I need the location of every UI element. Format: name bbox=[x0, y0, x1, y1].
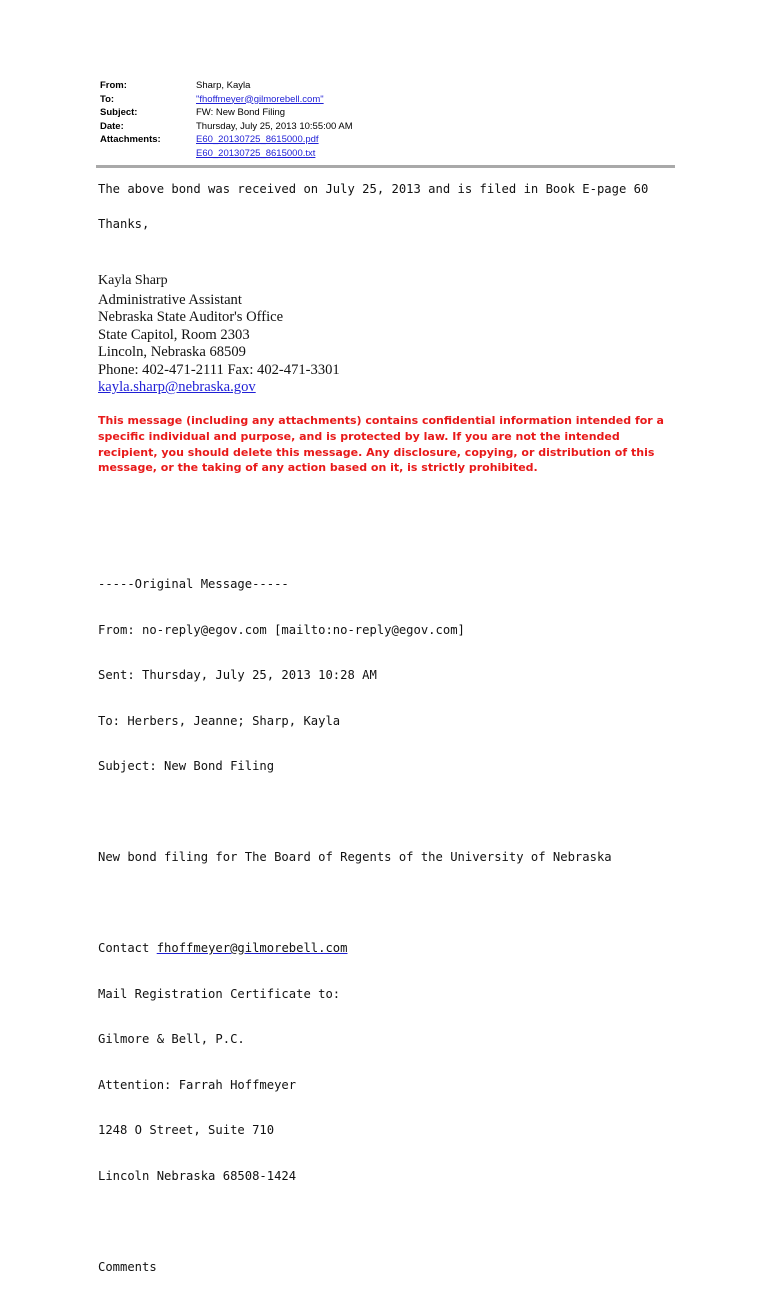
signature-email-link[interactable]: kayla.sharp@nebraska.gov bbox=[98, 379, 256, 396]
confidentiality-notice bbox=[98, 413, 670, 476]
confidentiality-line: This message (including any attachments) contains confidential information intended for a bbox=[98, 414, 664, 427]
date-label: Date: bbox=[100, 120, 124, 132]
mail-registration-line: Mail Registration Certificate to: bbox=[98, 986, 341, 1001]
confidentiality-line: recipient, you should delete this message. Any disclosure, copying, or distribution of this bbox=[98, 445, 655, 459]
subject-label: Subject: bbox=[100, 107, 138, 118]
attachment-link-pdf[interactable]: E60_20130725_8615000.pdf bbox=[196, 134, 319, 145]
original-separator: -----Original Message----- bbox=[98, 577, 289, 591]
signature-block bbox=[98, 292, 340, 396]
to-label: To: bbox=[100, 93, 115, 105]
date-value: Thursday, July 25, 2013 10:55:00 AM bbox=[196, 120, 353, 132]
blank-line bbox=[98, 804, 612, 822]
confidentiality-line: specific individual and purpose, and is protected by law. If you are not the intended bbox=[98, 429, 620, 443]
contact-email-link[interactable]: fhoffmeyer@gilmorebell.com bbox=[156, 941, 348, 955]
body-filing-line: The above bond was received on July 25, 2013 and is filed in Book E-page 60 bbox=[98, 182, 649, 196]
header-divider bbox=[96, 165, 675, 168]
confidentiality-line: message, or the taking of any action based on it, is strictly prohibited. bbox=[98, 461, 538, 475]
blank-line bbox=[98, 895, 612, 913]
original-subject: Subject: New Bond Filing bbox=[98, 759, 275, 773]
street-address: 1248 O Street, Suite 710 bbox=[98, 1123, 275, 1137]
signature-phone: Phone: 402-471-2111 Fax: 402-471-3301 bbox=[98, 361, 340, 378]
blank-line bbox=[98, 1213, 612, 1231]
city-address: Lincoln Nebraska 68508-1424 bbox=[98, 1168, 297, 1183]
attachments-label: Attachments: bbox=[100, 134, 161, 145]
original-message-block bbox=[98, 548, 612, 1304]
original-sent: Sent: Thursday, July 25, 2013 10:28 AM bbox=[98, 668, 377, 682]
firm-name: Gilmore & Bell, P.C. bbox=[98, 1032, 245, 1046]
from-label: From: bbox=[100, 80, 127, 91]
contact-line bbox=[98, 940, 612, 958]
attention-line: Attention: Farrah Hoffmeyer bbox=[98, 1077, 297, 1092]
comments-label: Comments bbox=[98, 1259, 157, 1274]
signature-name: Kayla Sharp bbox=[98, 273, 168, 288]
from-value: Sharp, Kayla bbox=[196, 80, 251, 91]
signature-title: Administrative Assistant bbox=[98, 292, 242, 308]
subject-value: FW: New Bond Filing bbox=[196, 107, 286, 118]
signature-office: Nebraska State Auditor's Office bbox=[98, 309, 284, 326]
filing-description: New bond filing for The Board of Regents of the University of Nebraska bbox=[98, 850, 612, 864]
to-value-link[interactable]: "fhoffmeyer@gilmorebell.com" bbox=[196, 93, 324, 105]
body-thanks: Thanks, bbox=[98, 217, 150, 231]
original-to: To: Herbers, Jeanne; Sharp, Kayla bbox=[98, 713, 341, 728]
signature-address-1: State Capitol, Room 2303 bbox=[98, 326, 250, 343]
signature-address-2: Lincoln, Nebraska 68509 bbox=[98, 344, 246, 361]
attachment-link-txt[interactable]: E60_20130725_8615000.txt bbox=[196, 147, 316, 159]
original-from: From: no-reply@egov.com [mailto:no-reply@egov.com] bbox=[98, 622, 465, 637]
contact-label: Contact bbox=[98, 941, 157, 955]
